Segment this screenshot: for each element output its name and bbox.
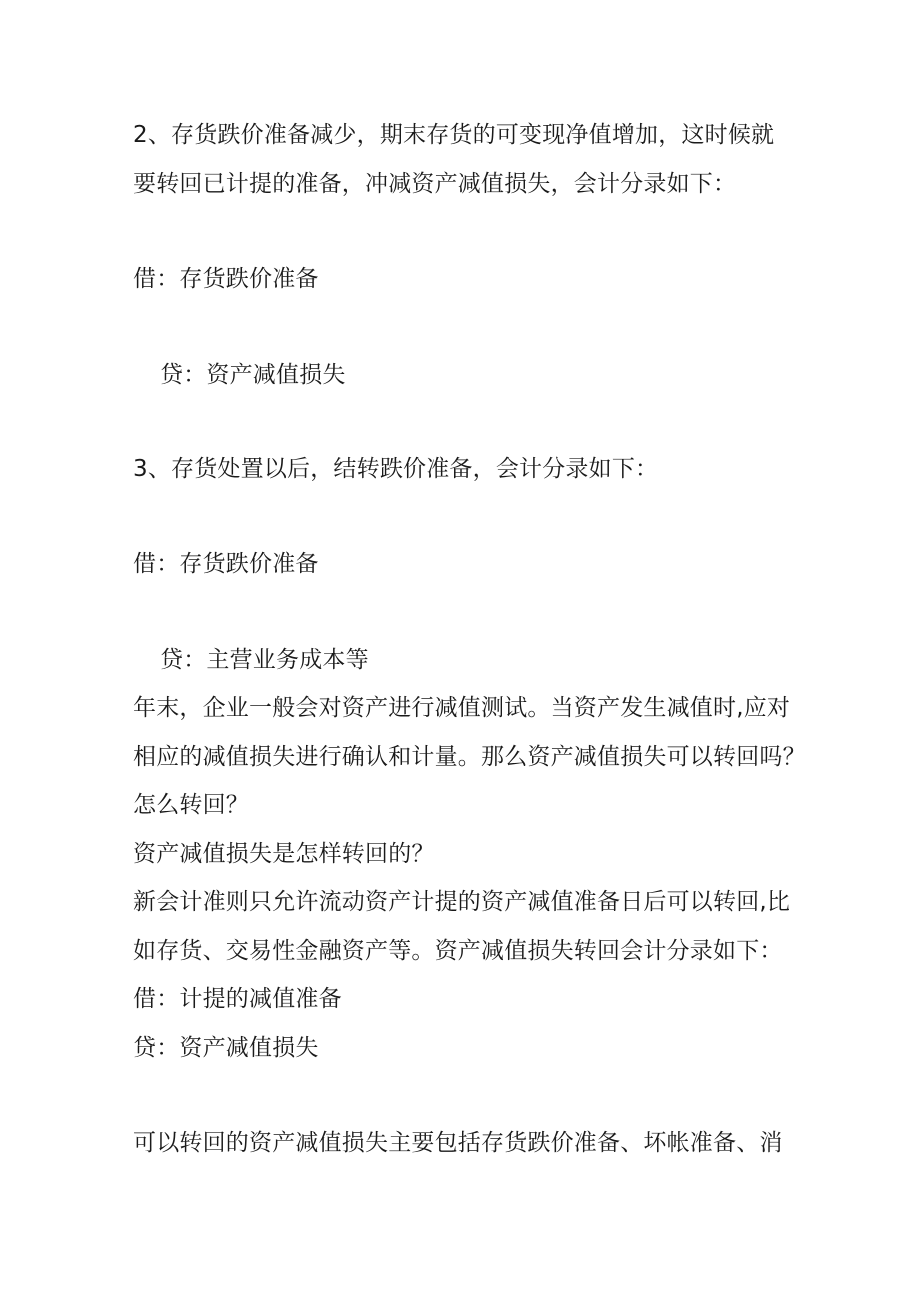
paragraph-line: 怎么转回？ — [133, 792, 249, 818]
journal-debit-line: 借：计提的减值准备 — [133, 986, 342, 1012]
journal-credit-line: 贷：主营业务成本等 — [160, 647, 369, 673]
paragraph-line: 如存货、交易性金融资产等。资产减值损失转回会计分录如下： — [133, 938, 783, 964]
journal-credit-line: 贷：资产减值损失 — [160, 362, 346, 388]
paragraph-line: 年末，企业一般会对资产进行减值测试。当资产发生减值时,应对 — [133, 695, 791, 721]
journal-credit-line: 贷：资产减值损失 — [133, 1035, 319, 1061]
paragraph-line-1: 2、存货跌价准备减少，期末存货的可变现净值增加，这时候就 — [133, 122, 775, 148]
paragraph-line: 相应的减值损失进行确认和计量。那么资产减值损失可以转回吗？ — [133, 744, 806, 770]
journal-debit-line: 借：存货跌价准备 — [133, 266, 319, 292]
question-heading: 资产减值损失是怎样转回的？ — [133, 841, 435, 867]
paragraph-line: 可以转回的资产减值损失主要包括存货跌价准备、坏帐准备、消 — [133, 1130, 783, 1156]
paragraph-line-2: 要转回已计提的准备，冲减资产减值损失，会计分录如下： — [133, 171, 737, 197]
section-3-heading: 3、存货处置以后，结转跌价准备，会计分录如下： — [133, 456, 659, 482]
paragraph-line: 新会计准则只允许流动资产计提的资产减值准备日后可以转回,比 — [133, 889, 791, 915]
journal-debit-line: 借：存货跌价准备 — [133, 551, 319, 577]
